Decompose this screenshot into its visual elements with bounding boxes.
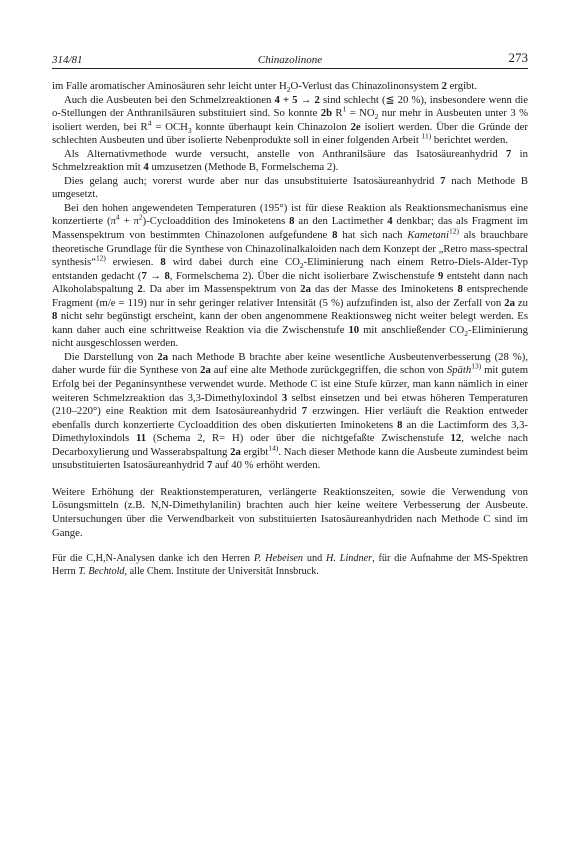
acknowledgement: Für die C,H,N-Analysen danke ich den Herren P. Hebeisen und H. Lindner, für die Aufnahme der MS-Spektren Herrn T. Bechtold, alle Chem. Institute der Universität Innsbruck.	[52, 553, 528, 577]
paragraph-3: Als Alternativmethode wurde versucht, anstelle von Anthranilsäure das Isatosäureanhydrid 7 in Schmelzreaktion mit 4 umzusetzen (Methode B, Formelschema 2).	[52, 147, 528, 174]
running-header	[52, 52, 528, 69]
paragraph-6: Die Darstellung von 2a nach Methode B brachte aber keine wesentliche Ausbeutenverbesserung (28 %), daher wurde für die Synthese von 2a auf eine alte Methode zurückgegriffen, die schon von Späth$^{13)}$ mit gutem Erfolg bei der Peganinsynthese verwendet wurde. Methode C ist eine Stufe kürzer, man kann nämlich in einer weiteren Schmelzreaktion das 3,3-Dimethyloxindol 3 selbst einsetzen und bei etwas höheren Temperaturen (210–220°) eine Reaktion mit dem Isatosäureanhydrid 7 erzwingen. Hier verläuft die Reaktion entweder ebenfalls durch konzertierte Cycloaddition des oben diskutierten Iminoketens 8 an die Lactimform des 3,3-Dimethyloxindols 11 (Schema 2, R= H) oder über die nichtgefaßte Zwischenstufe 12, welche nach Decarboxylierung und Wasserabspaltung 2a ergibt$^{14)}$. Nach dieser Methode kann die Ausbeute zumindest beim unsubstituierten Isatosäureanhydrid 7 auf 40 % erhöht werden.	[52, 350, 529, 472]
paragraph-5: Bei den hohen angewendeten Temperaturen (195°) ist für diese Reaktion als Reaktionsmechanismus eine konzertierte ($\pi^4$ + $\pi^2$)-Cycloaddition des Iminoketens 8 an den Lactimether 4 denkbar; das als Fragment im Massenspektrum von bestimmten Chinazolonen aufgefundene 8 hat sich nach Kametani$^{12)}$ als brauchbare theoretische Grundlage für die Synthese von Chinazolinalkaloiden nach dem Konzept der „Retro mass-spectral synthesis“$^{12)}$ erwiesen. 8 wird dabei durch eine $CO_2$-Eliminierung nach einem Retro-Diels-Alder-Typ entstanden gedacht (7 → 8, Formelschema 2). Über die nicht isolierbare Zwischenstufe 9 entsteht dann nach Alkoholabspaltung 2. Da aber im Massenspektrum von 2a das der Masse des Iminoketens 8 entsprechende Fragment (m/e = 119) nur in sehr geringer relativer Intensität (5 %) aufzufinden ist, also der Zerfall von 2a zu 8 nicht sehr begünstigt erscheint, kann der oben angenommene Reaktionsweg nicht weiter belegt werden. Es kann daher auch eine schrittweise Reaktion via die Zwischenstufe 10 mit anschließender $CO_2$-Eliminierung nicht ausgeschlossen werden.	[52, 201, 529, 350]
paragraph-7: Weitere Erhöhung der Reaktionstemperaturen, verlängerte Reaktionszeiten, sowie die Verwendung von Lösungsmitteln (z.B. N,N-Dimethylanilin) brachten auch hier keine weitere Verbesserung der Ausbeute. Untersuchungen über die Verwendbarkeit von substituierten Isatosäureanhydriden nach Methode C sind im Gange.	[52, 485, 528, 539]
page-number: 273	[508, 50, 528, 65]
paragraph-1: im Falle aromatischer Aminosäuren sehr leicht unter $H_2O$-Verlust das Chinazolinonsystem 2 ergibt.	[52, 80, 478, 95]
paragraph-2: Auch die Ausbeuten bei den Schmelzreaktionen 4 + 5 → 2 sind schlecht (≦ 20 %), insbesondere wenn die o-Stellungen der Anthranilsäuren substituiert sind. So konnte 2b $R^1 = NO_2$ nur mehr in Ausbeuten unter 3 % isoliert werden, bei $R^4 = OCH_3$ konnte überhaupt kein Chinazolon 2e isoliert werden. Über die Gründe der schlechten Ausbeuten und über isolierte Nebenprodukte soll in einer folgenden Arbeit $^{11)}$ berichtet werden.	[52, 93, 529, 147]
paragraph-4: Dies gelang auch; vorerst wurde aber nur das unsubstituierte Isatosäureanhydrid 7 nach Methode B umgesetzt.	[52, 174, 528, 201]
article-body	[52, 80, 528, 579]
journal-code: 314/81	[52, 54, 83, 66]
running-title: Chinazolinone	[257, 54, 323, 66]
